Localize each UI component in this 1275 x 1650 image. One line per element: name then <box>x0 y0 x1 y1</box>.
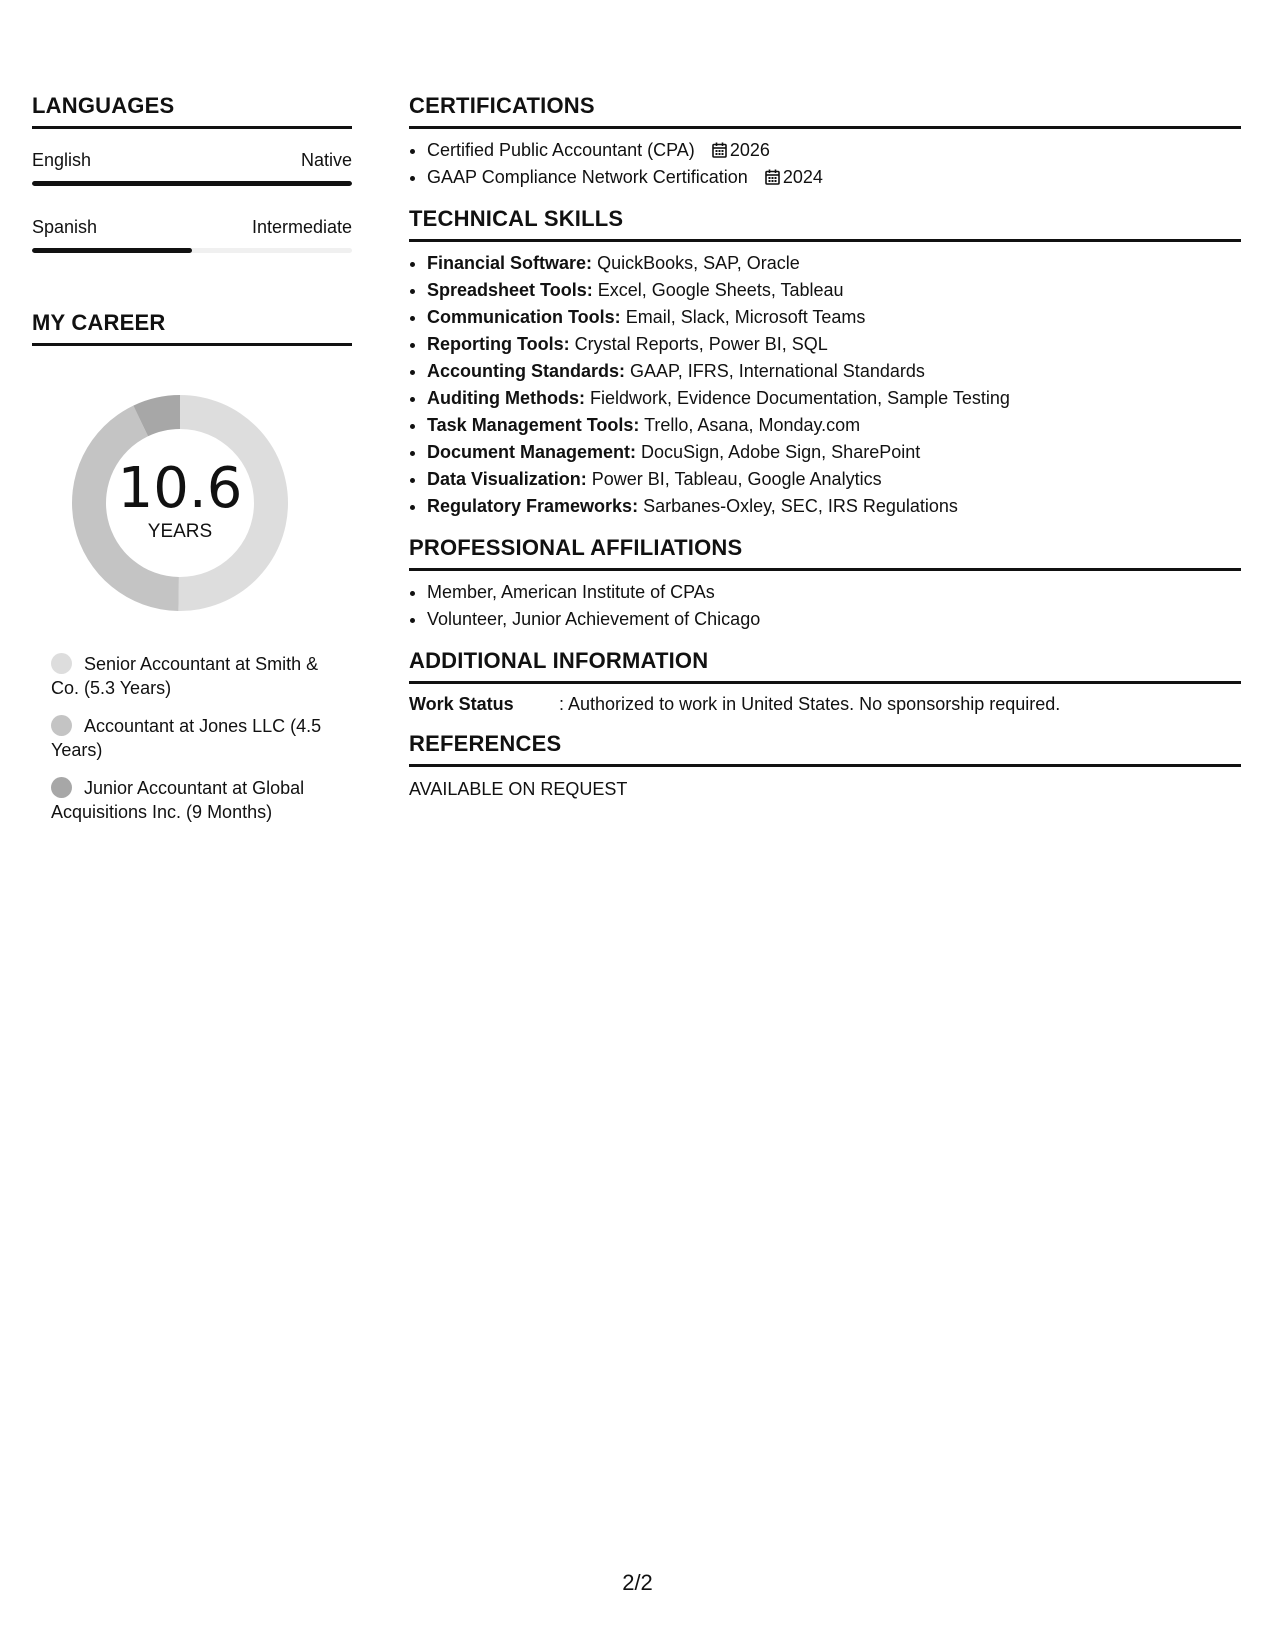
certification-item <box>427 137 1241 164</box>
page-number: 2/2 <box>622 1570 653 1595</box>
certification-name: Certified Public Accountant (CPA) <box>427 140 695 160</box>
calendar-icon <box>765 169 780 185</box>
certification-year: 2026 <box>729 140 770 160</box>
legend-label: Accountant at Jones LLC (4.5 Years) <box>51 716 322 760</box>
technical-skills-list <box>409 250 1241 520</box>
skill-category: Communication Tools: <box>427 307 621 327</box>
skill-category: Spreadsheet Tools: <box>427 280 593 300</box>
language-level: Intermediate <box>251 217 352 237</box>
language-proficiency-fill <box>32 248 192 253</box>
skill-category: Data Visualization: <box>427 469 587 489</box>
skill-item <box>427 358 1241 385</box>
legend-item <box>51 714 331 762</box>
language-name: English <box>32 150 92 170</box>
language-proficiency-bar <box>32 248 352 253</box>
skill-category: Auditing Methods: <box>427 388 585 408</box>
legend-item <box>51 652 331 700</box>
skill-category: Accounting Standards: <box>427 361 626 381</box>
skill-value: Power BI, Tableau, Google Analytics <box>591 469 882 489</box>
affiliations-section <box>409 534 1241 633</box>
additional-info-section <box>409 647 1241 716</box>
skill-category: Financial Software: <box>427 253 593 273</box>
legend-item <box>51 776 331 824</box>
certification-date <box>712 140 770 160</box>
skill-value: Crystal Reports, Power BI, SQL <box>574 334 828 354</box>
donut-center <box>65 456 295 544</box>
certification-year: 2024 <box>782 167 823 187</box>
career-heading: MY CAREER <box>32 309 352 346</box>
skill-item <box>427 304 1241 331</box>
skill-category: Task Management Tools: <box>427 415 640 435</box>
certification-name: GAAP Compliance Network Certification <box>427 167 748 187</box>
skill-item <box>427 466 1241 493</box>
skill-item <box>427 331 1241 358</box>
language-proficiency-bar <box>32 181 352 186</box>
certification-item <box>427 164 1241 191</box>
skill-value: Fieldwork, Evidence Documentation, Sample Testing <box>589 388 1010 408</box>
languages-section <box>32 92 352 253</box>
skill-category: Regulatory Frameworks: <box>427 496 639 516</box>
career-total-years: 10.6 <box>117 456 243 521</box>
affiliations-heading: PROFESSIONAL AFFILIATIONS <box>409 534 1241 571</box>
certification-date <box>765 167 823 187</box>
left-column <box>32 92 352 838</box>
affiliation-item: • Volunteer, Junior Achievement of Chicago <box>427 606 1241 633</box>
skill-value: Email, Slack, Microsoft Teams <box>625 307 866 327</box>
legend-dot-icon <box>51 777 72 798</box>
language-item-english <box>32 149 352 186</box>
certifications-heading: CERTIFICATIONS <box>409 92 1241 129</box>
affiliations-list <box>409 579 1241 633</box>
legend-dot-icon <box>51 653 72 674</box>
affiliation-item: • Member, American Institute of CPAs <box>427 579 1241 606</box>
skill-value: QuickBooks, SAP, Oracle <box>597 253 800 273</box>
skill-category: Reporting Tools: <box>427 334 570 354</box>
career-donut-chart <box>65 388 295 618</box>
work-status-label: Work Status <box>409 694 514 714</box>
skill-value: Excel, Google Sheets, Tableau <box>597 280 844 300</box>
language-row <box>32 216 352 238</box>
language-proficiency-fill <box>32 181 352 186</box>
right-column <box>409 92 1241 815</box>
language-list <box>32 149 352 253</box>
legend-label: Senior Accountant at Smith & Co. (5.3 Years) <box>51 654 319 698</box>
skill-item <box>427 277 1241 304</box>
legend-label: Junior Accountant at Global Acquisitions Inc. (9 Months) <box>51 778 305 822</box>
language-item-spanish <box>32 216 352 253</box>
certifications-list <box>409 137 1241 191</box>
technical-skills-section <box>409 205 1241 520</box>
calendar-icon <box>712 142 727 158</box>
legend-dot-icon <box>51 715 72 736</box>
career-legend <box>32 652 331 824</box>
skill-item <box>427 439 1241 466</box>
skill-value: Trello, Asana, Monday.com <box>644 415 861 435</box>
skill-value: DocuSign, Adobe Sign, SharePoint <box>641 442 921 462</box>
additional-info-heading: ADDITIONAL INFORMATION <box>409 647 1241 684</box>
work-status-value: : Authorized to work in United States. No sponsorship required. <box>559 694 1061 714</box>
work-status-row <box>409 692 1241 716</box>
skill-item <box>427 250 1241 277</box>
language-level: Native <box>300 150 352 170</box>
skill-value: Sarbanes-Oxley, SEC, IRS Regulations <box>643 496 958 516</box>
skill-item <box>427 493 1241 520</box>
technical-skills-heading: TECHNICAL SKILLS <box>409 205 1241 242</box>
skill-category: Document Management: <box>427 442 637 462</box>
skill-item <box>427 412 1241 439</box>
references-text: AVAILABLE ON REQUEST <box>409 779 628 799</box>
career-section <box>32 309 352 824</box>
skill-value: GAAP, IFRS, International Standards <box>630 361 925 381</box>
references-heading: REFERENCES <box>409 730 1241 767</box>
skill-item <box>427 385 1241 412</box>
language-row <box>32 149 352 171</box>
language-name: Spanish <box>32 217 98 237</box>
languages-heading: LANGUAGES <box>32 92 352 129</box>
career-total-unit: YEARS <box>147 521 213 542</box>
references-section <box>409 730 1241 801</box>
certifications-section <box>409 92 1241 191</box>
